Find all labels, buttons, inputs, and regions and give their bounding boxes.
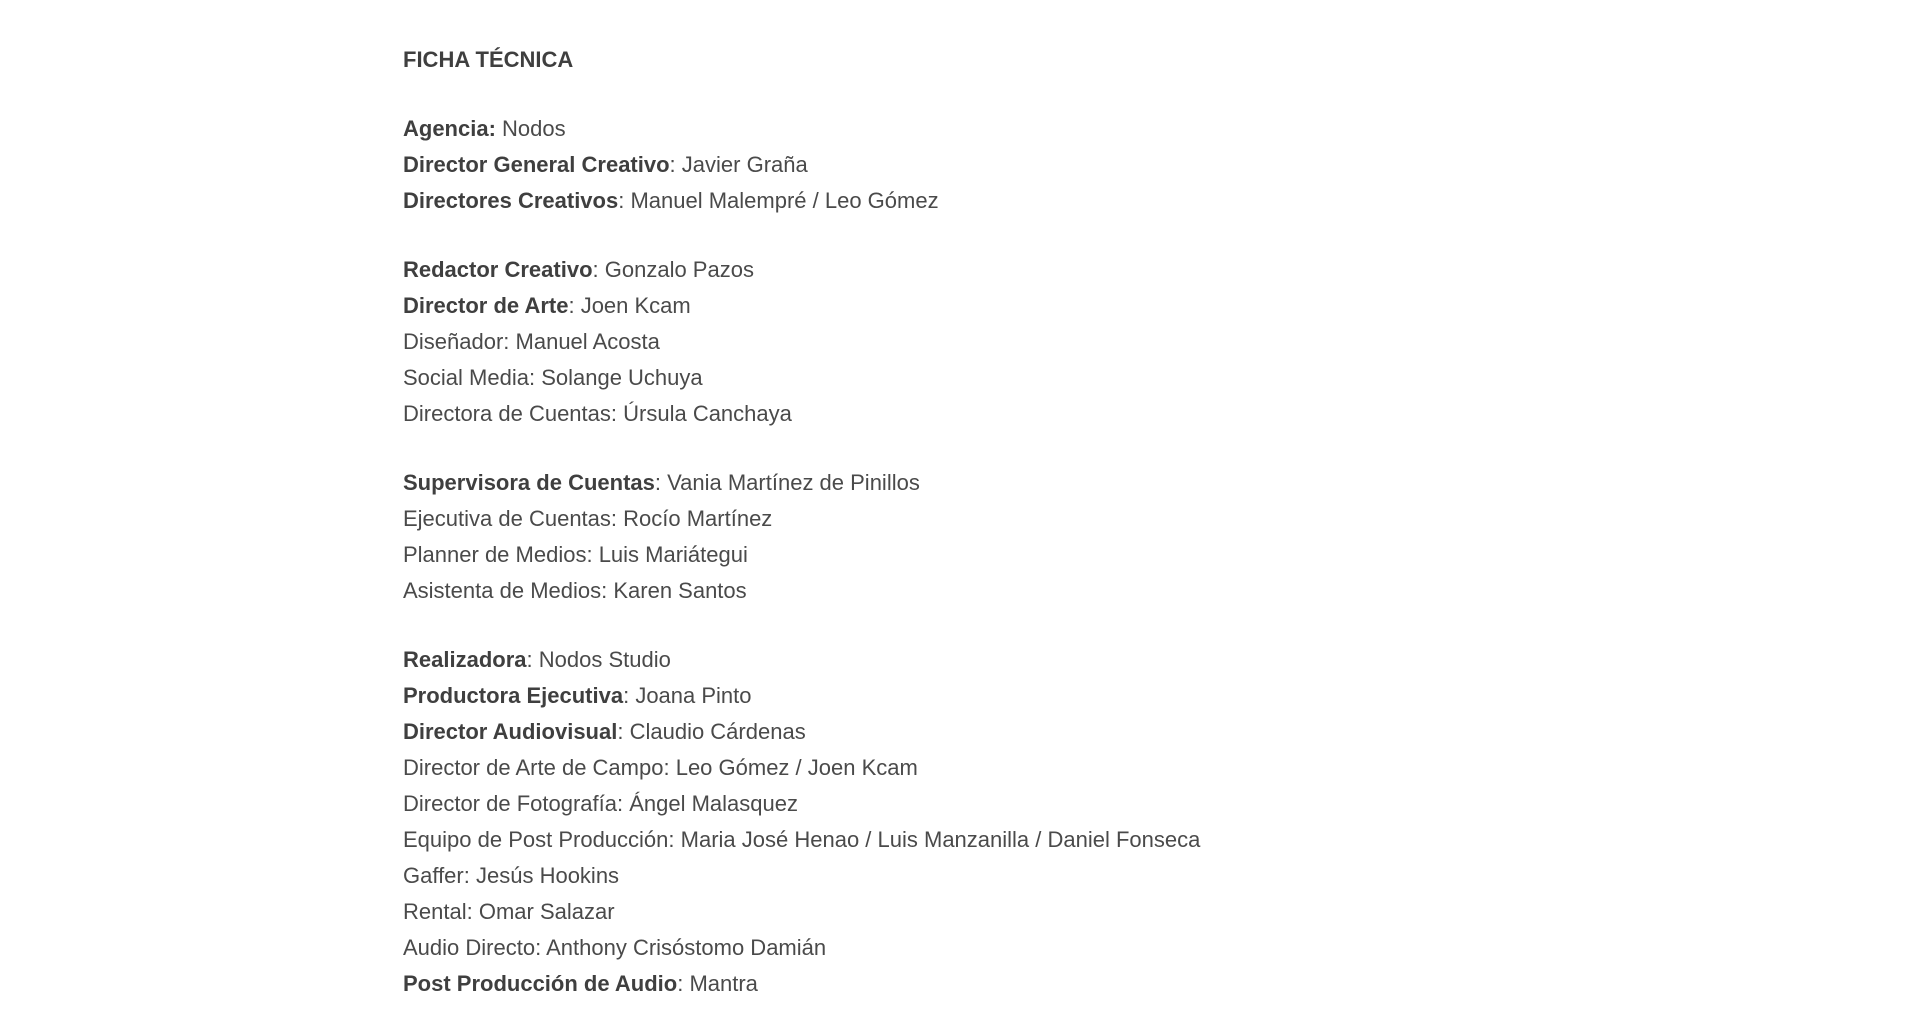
credit-line xyxy=(403,714,1503,750)
credit-line xyxy=(403,111,1503,147)
credit-line xyxy=(403,678,1503,714)
credit-line xyxy=(403,930,1503,966)
credit-role: Post Producción de Audio xyxy=(403,971,678,996)
credits-group xyxy=(403,465,1503,609)
credit-name: Claudio Cárdenas xyxy=(623,719,806,744)
credit-separator: : xyxy=(463,863,470,888)
credit-line xyxy=(403,642,1503,678)
credit-role: Rental xyxy=(403,899,467,924)
credit-separator: : xyxy=(610,401,618,426)
credit-name: Joen Kcam xyxy=(574,293,691,318)
credits-group xyxy=(403,111,1503,219)
credit-line xyxy=(403,252,1503,288)
credit-line xyxy=(403,786,1503,822)
credit-name: Joana Pinto xyxy=(629,683,752,708)
credit-name: Maria José Henao / Luis Manzanilla / Daniel Fonseca xyxy=(674,827,1201,852)
credit-line xyxy=(403,360,1503,396)
credits-groups xyxy=(403,111,1503,1002)
credit-name: Gonzalo Pazos xyxy=(598,257,754,282)
credit-separator: : xyxy=(535,935,542,960)
credit-line xyxy=(403,288,1503,324)
credit-separator: : xyxy=(623,683,630,708)
credit-line xyxy=(403,396,1503,432)
credit-role: Realizadora xyxy=(403,647,527,672)
credit-name: Manuel Malempré / Leo Gómez xyxy=(624,188,939,213)
credit-line xyxy=(403,324,1503,360)
page-title: FICHA TÉCNICA xyxy=(403,47,574,72)
credit-name: Nodos Studio xyxy=(532,647,671,672)
credit-line xyxy=(403,573,1503,609)
credit-separator: : xyxy=(668,827,675,852)
credit-separator: : xyxy=(503,329,510,354)
credits-sheet xyxy=(403,42,1503,1035)
credit-role: Social Media xyxy=(403,365,529,390)
credit-separator: : xyxy=(669,152,676,177)
credit-separator: : xyxy=(528,365,536,390)
credit-line xyxy=(403,183,1503,219)
credit-role: Audio Directo xyxy=(403,935,536,960)
credit-line xyxy=(403,894,1503,930)
credit-role: Equipo de Post Producción xyxy=(403,827,669,852)
credit-line xyxy=(403,750,1503,786)
credit-separator: : xyxy=(610,506,618,531)
credit-role: Directora de Cuentas xyxy=(403,401,611,426)
credit-name: Anthony Crisóstomo Damián xyxy=(541,935,827,960)
credit-role: Asistenta de Medios xyxy=(403,578,602,603)
credit-separator: : xyxy=(586,542,593,567)
credit-role: Productora Ejecutiva xyxy=(403,683,624,708)
credit-role: Ejecutiva de Cuentas xyxy=(403,506,611,531)
credit-separator: : xyxy=(466,899,473,924)
credit-separator: : xyxy=(617,719,624,744)
credit-name: Javier Graña xyxy=(675,152,808,177)
credit-separator: : xyxy=(677,971,684,996)
credit-role: Director de Arte de Campo xyxy=(403,755,664,780)
credit-name: Vania Martínez de Pinillos xyxy=(661,470,920,495)
credit-role: Directores Creativos xyxy=(403,188,619,213)
credit-role: Director General Creativo xyxy=(403,152,670,177)
credit-name: Rocío Martínez xyxy=(617,506,773,531)
credit-name: Mantra xyxy=(683,971,758,996)
credit-name: Nodos xyxy=(495,116,566,141)
credit-name: Karen Santos xyxy=(607,578,747,603)
credit-role: Director de Fotografía xyxy=(403,791,617,816)
credit-separator: : xyxy=(654,470,661,495)
credit-name: Ángel Malasquez xyxy=(623,791,798,816)
credit-separator: : xyxy=(618,188,625,213)
credit-line xyxy=(403,858,1503,894)
credit-name: Leo Gómez / Joen Kcam xyxy=(669,755,918,780)
credit-role: Supervisora de Cuentas xyxy=(403,470,655,495)
credit-name: Omar Salazar xyxy=(472,899,615,924)
credit-separator: : xyxy=(568,293,575,318)
credit-line xyxy=(403,501,1503,537)
credit-name: Úrsula Canchaya xyxy=(617,401,792,426)
credit-name: Jesús Hookins xyxy=(469,863,620,888)
credit-name: Solange Uchuya xyxy=(535,365,703,390)
credit-role: Gaffer xyxy=(403,863,464,888)
credit-role: Redactor Creativo xyxy=(403,257,593,282)
credit-role: Director Audiovisual xyxy=(403,719,618,744)
credits-group xyxy=(403,642,1503,1002)
credit-line xyxy=(403,537,1503,573)
credit-role: Diseñador xyxy=(403,329,504,354)
credits-group xyxy=(403,252,1503,432)
credit-separator: : xyxy=(592,257,599,282)
credit-line xyxy=(403,966,1503,1002)
credit-role: Agencia: xyxy=(403,116,496,141)
credit-line xyxy=(403,465,1503,501)
credit-line xyxy=(403,822,1503,858)
credit-line xyxy=(403,147,1503,183)
credit-separator: : xyxy=(663,755,670,780)
credit-separator: : xyxy=(616,791,624,816)
credit-separator: : xyxy=(601,578,608,603)
credit-separator: : xyxy=(526,647,533,672)
credit-name: Manuel Acosta xyxy=(509,329,660,354)
credit-role: Director de Arte xyxy=(403,293,569,318)
credit-role: Planner de Medios xyxy=(403,542,587,567)
credit-name: Luis Mariátegui xyxy=(592,542,748,567)
